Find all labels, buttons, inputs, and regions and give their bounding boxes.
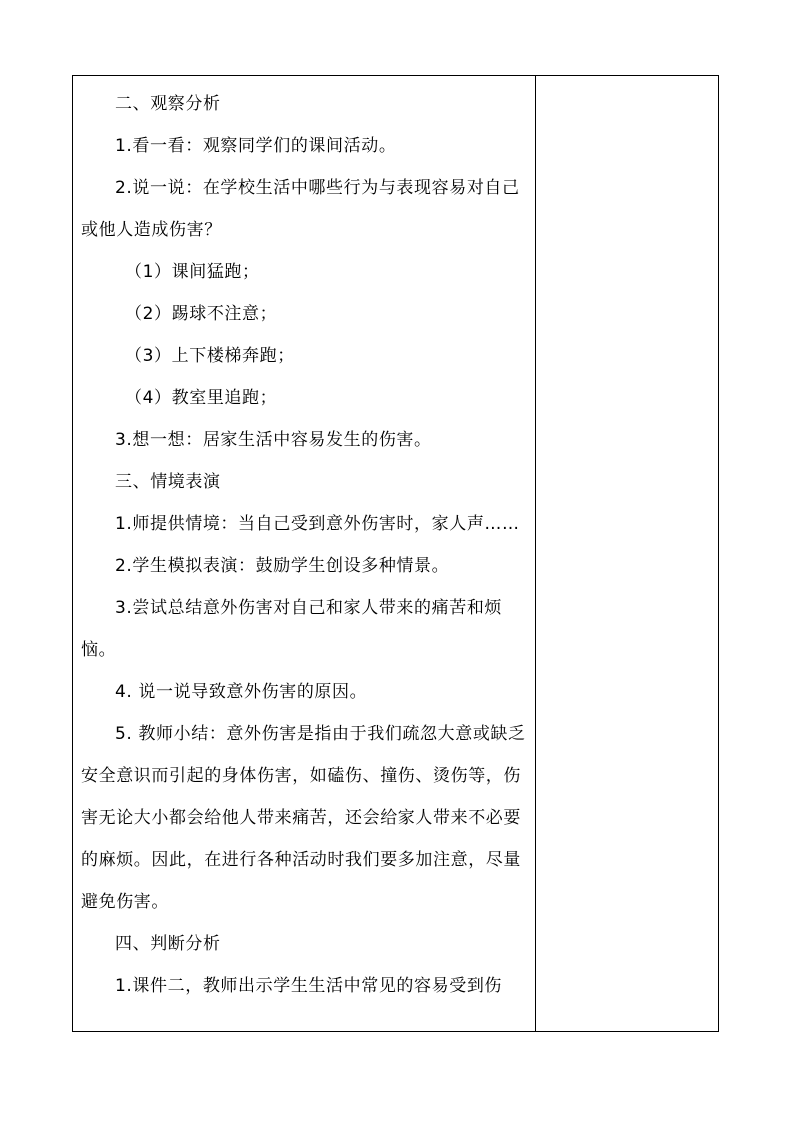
teacher-summary-paragraph: 5. 教师小结：意外伤害是指由于我们疏忽大意或缺乏安全意识而引起的身体伤害，如磕伤、撞伤、烫伤等，伤害无论大小都会给他人带来痛苦，还会给家人带来不必要的麻烦。因此，在进行各种活动时我们要多加注意，尽量避免伤害。 <box>81 724 526 912</box>
lesson-plan-table <box>72 75 719 1032</box>
list-item: （1）课间猛跑； <box>125 262 260 282</box>
lesson-content-cell <box>73 76 535 1031</box>
list-item: （2）踢球不注意； <box>125 304 278 324</box>
paragraph: 4. 说一说导致意外伤害的原因。 <box>115 682 368 702</box>
paragraph: 2.学生模拟表演：鼓励学生创设多种情景。 <box>115 556 450 576</box>
list-item: （3）上下楼梯奔跑； <box>125 346 295 366</box>
paragraph: 3.尝试总结意外伤害对自己和家人带来的痛苦和烦恼。 <box>81 598 503 660</box>
section-heading-roleplay: 三、情境表演 <box>115 472 221 492</box>
paragraph: 3.想一想：居家生活中容易发生的伤害。 <box>115 430 432 450</box>
notes-cell <box>536 76 718 1031</box>
paragraph: 2.说一说：在学校生活中哪些行为与表现容易对自己或他人造成伤害？ <box>81 178 520 240</box>
paragraph: 1.课件二，教师出示学生生活中常见的容易受到伤 <box>115 976 503 996</box>
paragraph: 1.看一看：观察同学们的课间活动。 <box>115 136 397 156</box>
list-item: （4）教室里追跑； <box>125 388 278 408</box>
paragraph: 1.师提供情境：当自己受到意外伤害时，家人声…… <box>115 514 520 534</box>
section-heading-judge: 四、判断分析 <box>115 934 221 954</box>
section-heading-observe: 二、观察分析 <box>115 94 221 114</box>
